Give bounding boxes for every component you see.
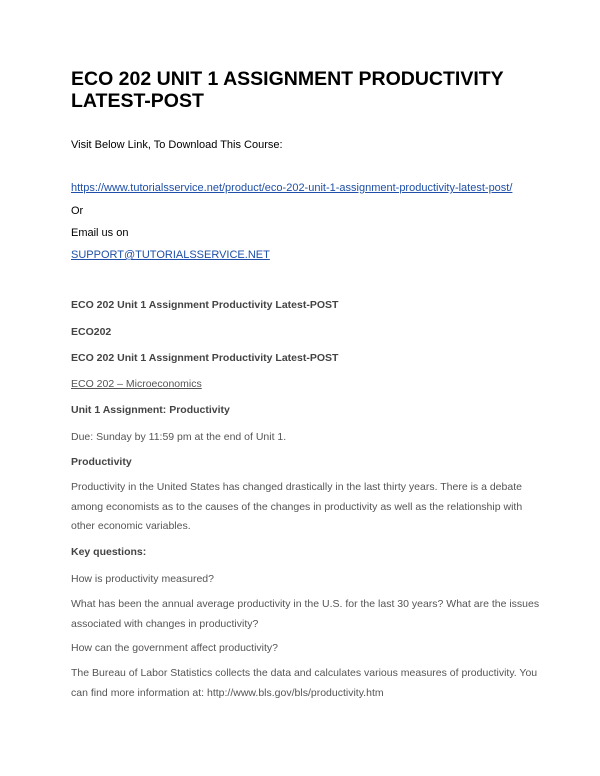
email-label: Email us on: [71, 227, 129, 239]
question-1: How is productivity measured?: [71, 573, 214, 585]
support-email-link[interactable]: SUPPORT@TUTORIALSSERVICE.NET: [71, 249, 270, 261]
content-heading-2: ECO 202 Unit 1 Assignment Productivity Latest-POST: [71, 352, 339, 364]
question-3: How can the government affect productivity?: [71, 642, 279, 654]
content-heading-1: ECO 202 Unit 1 Assignment Productivity Latest-POST: [71, 299, 339, 311]
page-title: ECO 202 UNIT 1 ASSIGNMENT PRODUCTIVITY LATEST-POST: [71, 68, 504, 112]
course-code: ECO202: [71, 326, 112, 338]
question-2: What has been the annual average productivity in the U.S. for the last 30 years? What are the issues associated with changes in productivity?: [71, 598, 540, 630]
key-questions-heading: Key questions:: [71, 546, 147, 558]
productivity-paragraph: Productivity in the United States has changed drastically in the last thirty years. There is a debate among economists as to the causes of the changes in productivity as well as the relationship with other economic variables.: [71, 481, 523, 532]
or-text: Or: [71, 205, 84, 217]
productivity-heading: Productivity: [71, 456, 132, 468]
bls-paragraph: The Bureau of Labor Statistics collects the data and calculates various measures of productivity. You can find more information at: http://www.bls.gov/bls/productivity.htm: [71, 667, 538, 699]
due-date-text: Due: Sunday by 11:59 pm at the end of Unit 1.: [71, 431, 287, 443]
assignment-heading: Unit 1 Assignment: Productivity: [71, 404, 230, 416]
course-download-link[interactable]: https://www.tutorialsservice.net/product/eco-202-unit-1-assignment-productivity-latest-post/: [71, 182, 513, 194]
intro-text: Visit Below Link, To Download This Course:: [71, 139, 283, 151]
course-name-link[interactable]: ECO 202 – Microeconomics: [71, 378, 202, 390]
